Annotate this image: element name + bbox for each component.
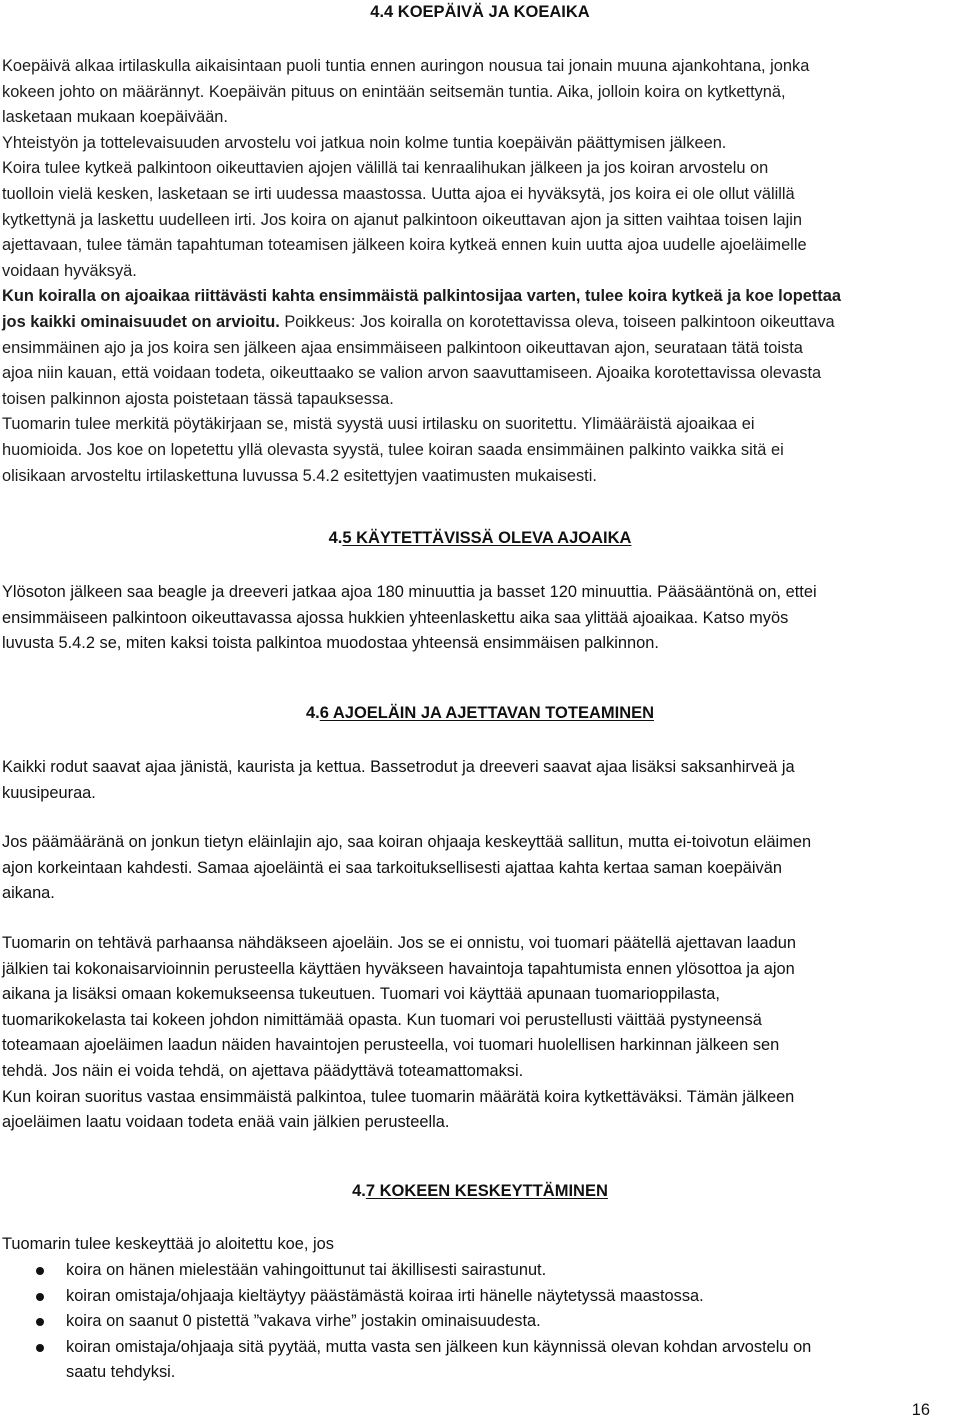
text-line: kytkettynä ja laskettu uudelleen irti. Jos koira on ajanut palkintoon oikeuttavan ajon ja sitten vaihtaa toisen lajin: [2, 210, 802, 229]
section-4-7-number: 4.: [352, 1182, 366, 1200]
text-line: ensimmäiseen palkintoon oikeuttavassa ajossa hukkien yhteenlaskettu aika saa ylittää ajoaikaa. Katso myös: [2, 608, 789, 627]
list-item-text: saatu tehdyksi.: [66, 1363, 176, 1382]
text-line: Tuomarin tulee keskeyttää jo aloitettu koe, jos: [2, 1235, 334, 1253]
text-line: tuomarikokelasta tai kokeen johdon nimittämää opasta. Kun tuomari voi perustellusti väittää pystyneensä: [2, 1010, 762, 1029]
text-line: ajoa niin kauan, että voidaan todeta, oikeuttaako se valion arvon saavuttamiseen. Ajoaika korotettavissa olevasta: [2, 364, 822, 383]
list-item: [0, 1258, 950, 1284]
bullet-icon: [36, 1344, 44, 1352]
text-line: toisen palkinnon ajosta poistetaan tässä tapauksessa.: [2, 389, 394, 408]
section-4-6-paragraph-2: [2, 830, 954, 907]
list-item-text: koira on saanut 0 pistettä ”vakava virhe” jostakin ominaisuudesta.: [66, 1312, 541, 1331]
section-4-4-paragraph-1: [2, 54, 954, 489]
section-4-5-heading: [0, 527, 960, 549]
interruption-conditions-list: [0, 1258, 950, 1386]
text-line: ajon korkeintaan kahdesti. Samaa ajoeläintä ei saa tarkoituksellisesti ajattaa kahta kertaa saman koepäivän: [2, 858, 782, 877]
section-4-6-heading: [0, 702, 960, 724]
section-4-7-title: 7 KOKEEN KESKEYTTÄMINEN: [365, 1182, 608, 1200]
section-4-5-number: 4.: [328, 529, 343, 547]
section-4-5-title: 5 KÄYTETTÄVISSÄ OLEVA AJOAIKA: [342, 529, 632, 547]
text-fragment: Poikkeus: Jos koiralla on korotettavissa oleva, toiseen palkintoon oikeuttava: [279, 312, 835, 331]
text-line: ensimmäinen ajo ja jos koira sen jälkeen ajaa ensimmäiseen palkintoon oikeuttavan ajon, seurataan tätä toista: [2, 338, 803, 357]
text-line: tuolloin vielä kesken, lasketaan se irti uudessa maastossa. Uutta ajoa ei hyväksytä, jos koira ei ole ollut välillä: [2, 184, 795, 203]
text-line: kuusipeuraa.: [2, 783, 96, 802]
bullet-icon: [36, 1267, 44, 1275]
text-line: Kun koiran suoritus vastaa ensimmäistä palkintoa, tulee tuomarin määrätä koira kytkettäväksi. Tämän jälkeen: [2, 1087, 795, 1106]
list-item: [0, 1284, 950, 1310]
text-line: Tuomarin on tehtävä parhaansa nähdäkseen ajoeläin. Jos se ei onnistu, voi tuomari päätellä ajettavan laadun: [2, 934, 796, 952]
bullet-icon: [36, 1293, 44, 1301]
text-line: jälkien tai kokonaisarvioinnin perusteella käyttäen hyväkseen havaintoja tapahtumista ennen ylösottoa ja ajon: [2, 959, 795, 978]
text-line: olisikaan arvosteltu irtilaskettuna luvussa 5.4.2 esitettyjen vaatimusten mukaisesti.: [2, 466, 597, 485]
list-item-text: koira on hänen mielestään vahingoittunut tai äkillisesti sairastunut.: [66, 1261, 547, 1279]
section-4-4-title: 4.4 KOEPÄIVÄ JA KOEAIKA: [370, 3, 590, 21]
text-line: luvusta 5.4.2 se, miten kaksi toista palkintoa muodostaa yhteensä ensimmäisen palkinnon.: [2, 634, 659, 653]
page-number: 16: [911, 1401, 930, 1419]
text-line: lasketaan mukaan koepäivään.: [2, 108, 228, 127]
text-line: ajoeläimen laatu voidaan todeta enää vain jälkien perusteella.: [2, 1113, 450, 1132]
section-4-6-title: 6 AJOELÄIN JA AJETTAVAN TOTEAMINEN: [319, 704, 655, 722]
section-4-5-paragraph: [2, 580, 954, 657]
list-item-text: koiran omistaja/ohjaaja sitä pyytää, mutta vasta sen jälkeen kun käynnissä olevan kohdan arvostelu on: [66, 1337, 812, 1356]
text-line: voidaan hyväksyä.: [2, 261, 137, 280]
section-4-6-paragraph-3: [2, 931, 954, 1136]
text-line: huomioida. Jos koe on lopetettu yllä olevasta syystä, tulee koiran saada ensimmäinen palkinto vaikka sitä ei: [2, 440, 784, 459]
section-4-4-heading: [0, 1, 960, 23]
bullet-icon: [36, 1318, 44, 1326]
text-line: kokeen johto on määrännyt. Koepäivän pituus on enintään seitsemän tuntia. Aika, jolloin koira on kytkettynä,: [2, 82, 786, 101]
section-4-6-number: 4.: [305, 704, 320, 722]
text-line: tehdä. Jos näin ei voida tehdä, on ajettava päädyttävä toteamattomaksi.: [2, 1061, 524, 1080]
text-line: aikana.: [2, 884, 55, 903]
section-4-7-heading: [0, 1180, 960, 1202]
bold-text-line: Kun koiralla on ajoaikaa riittävästi kahta ensimmäistä palkintosijaa varten, tulee koira kytkeä ja koe lopettaa: [2, 287, 841, 306]
text-line: Ylösoton jälkeen saa beagle ja dreeveri jatkaa ajoa 180 minuuttia ja basset 120 minuuttia. Pääsääntönä on, ettei: [2, 583, 817, 601]
text-line: Koepäivä alkaa irtilaskulla aikaisintaan puoli tuntia ennen auringon nousua tai jonain muuna ajankohtana, jonka: [2, 57, 810, 75]
text-line: ajettavaan, tulee tämän tapahtuman toteamisen jälkeen koira kytkeä ennen kuin uutta ajoa uudelle ajoeläimelle: [2, 236, 807, 255]
list-item: [0, 1309, 950, 1335]
section-4-6-paragraph-1: [2, 755, 954, 806]
list-item: [0, 1335, 950, 1386]
text-line: Koira tulee kytkeä palkintoon oikeuttavien ajojen välillä tai kenraalihukan jälkeen ja jos koiran arvostelu on: [2, 159, 769, 178]
text-line: toteamaan ajoeläimen laadun näiden havaintojen perusteella, voi tuomari huolellisen harkinnan jälkeen sen: [2, 1036, 780, 1055]
text-line: Yhteistyön ja tottelevaisuuden arvostelu voi jatkua noin kolme tuntia koepäivän päättymisen jälkeen.: [2, 133, 727, 152]
text-line: Kaikki rodut saavat ajaa jänistä, kaurista ja kettua. Bassetrodut ja dreeveri saavat ajaa lisäksi saksanhirveä ja: [2, 758, 795, 776]
section-4-7-intro: [2, 1232, 954, 1258]
list-item-text: koiran omistaja/ohjaaja kieltäytyy päästämästä koiraa irti hänelle näytetyssä maastossa.: [66, 1286, 704, 1305]
text-line: Jos päämääränä on jonkun tietyn eläinlajin ajo, saa koiran ohjaaja keskeyttää sallitun, mutta ei-toivotun eläimen: [2, 833, 812, 851]
bold-text-fragment: jos kaikki ominaisuudet on arvioitu.: [2, 312, 280, 331]
text-line: Tuomarin tulee merkitä pöytäkirjaan se, mistä syystä uusi irtilasku on suoritettu. Ylimääräistä ajoaikaa ei: [2, 415, 755, 434]
text-line: aikana ja lisäksi omaan kokemukseensa tukeutuen. Tuomari voi käyttää apunaan tuomarioppilasta,: [2, 985, 720, 1004]
